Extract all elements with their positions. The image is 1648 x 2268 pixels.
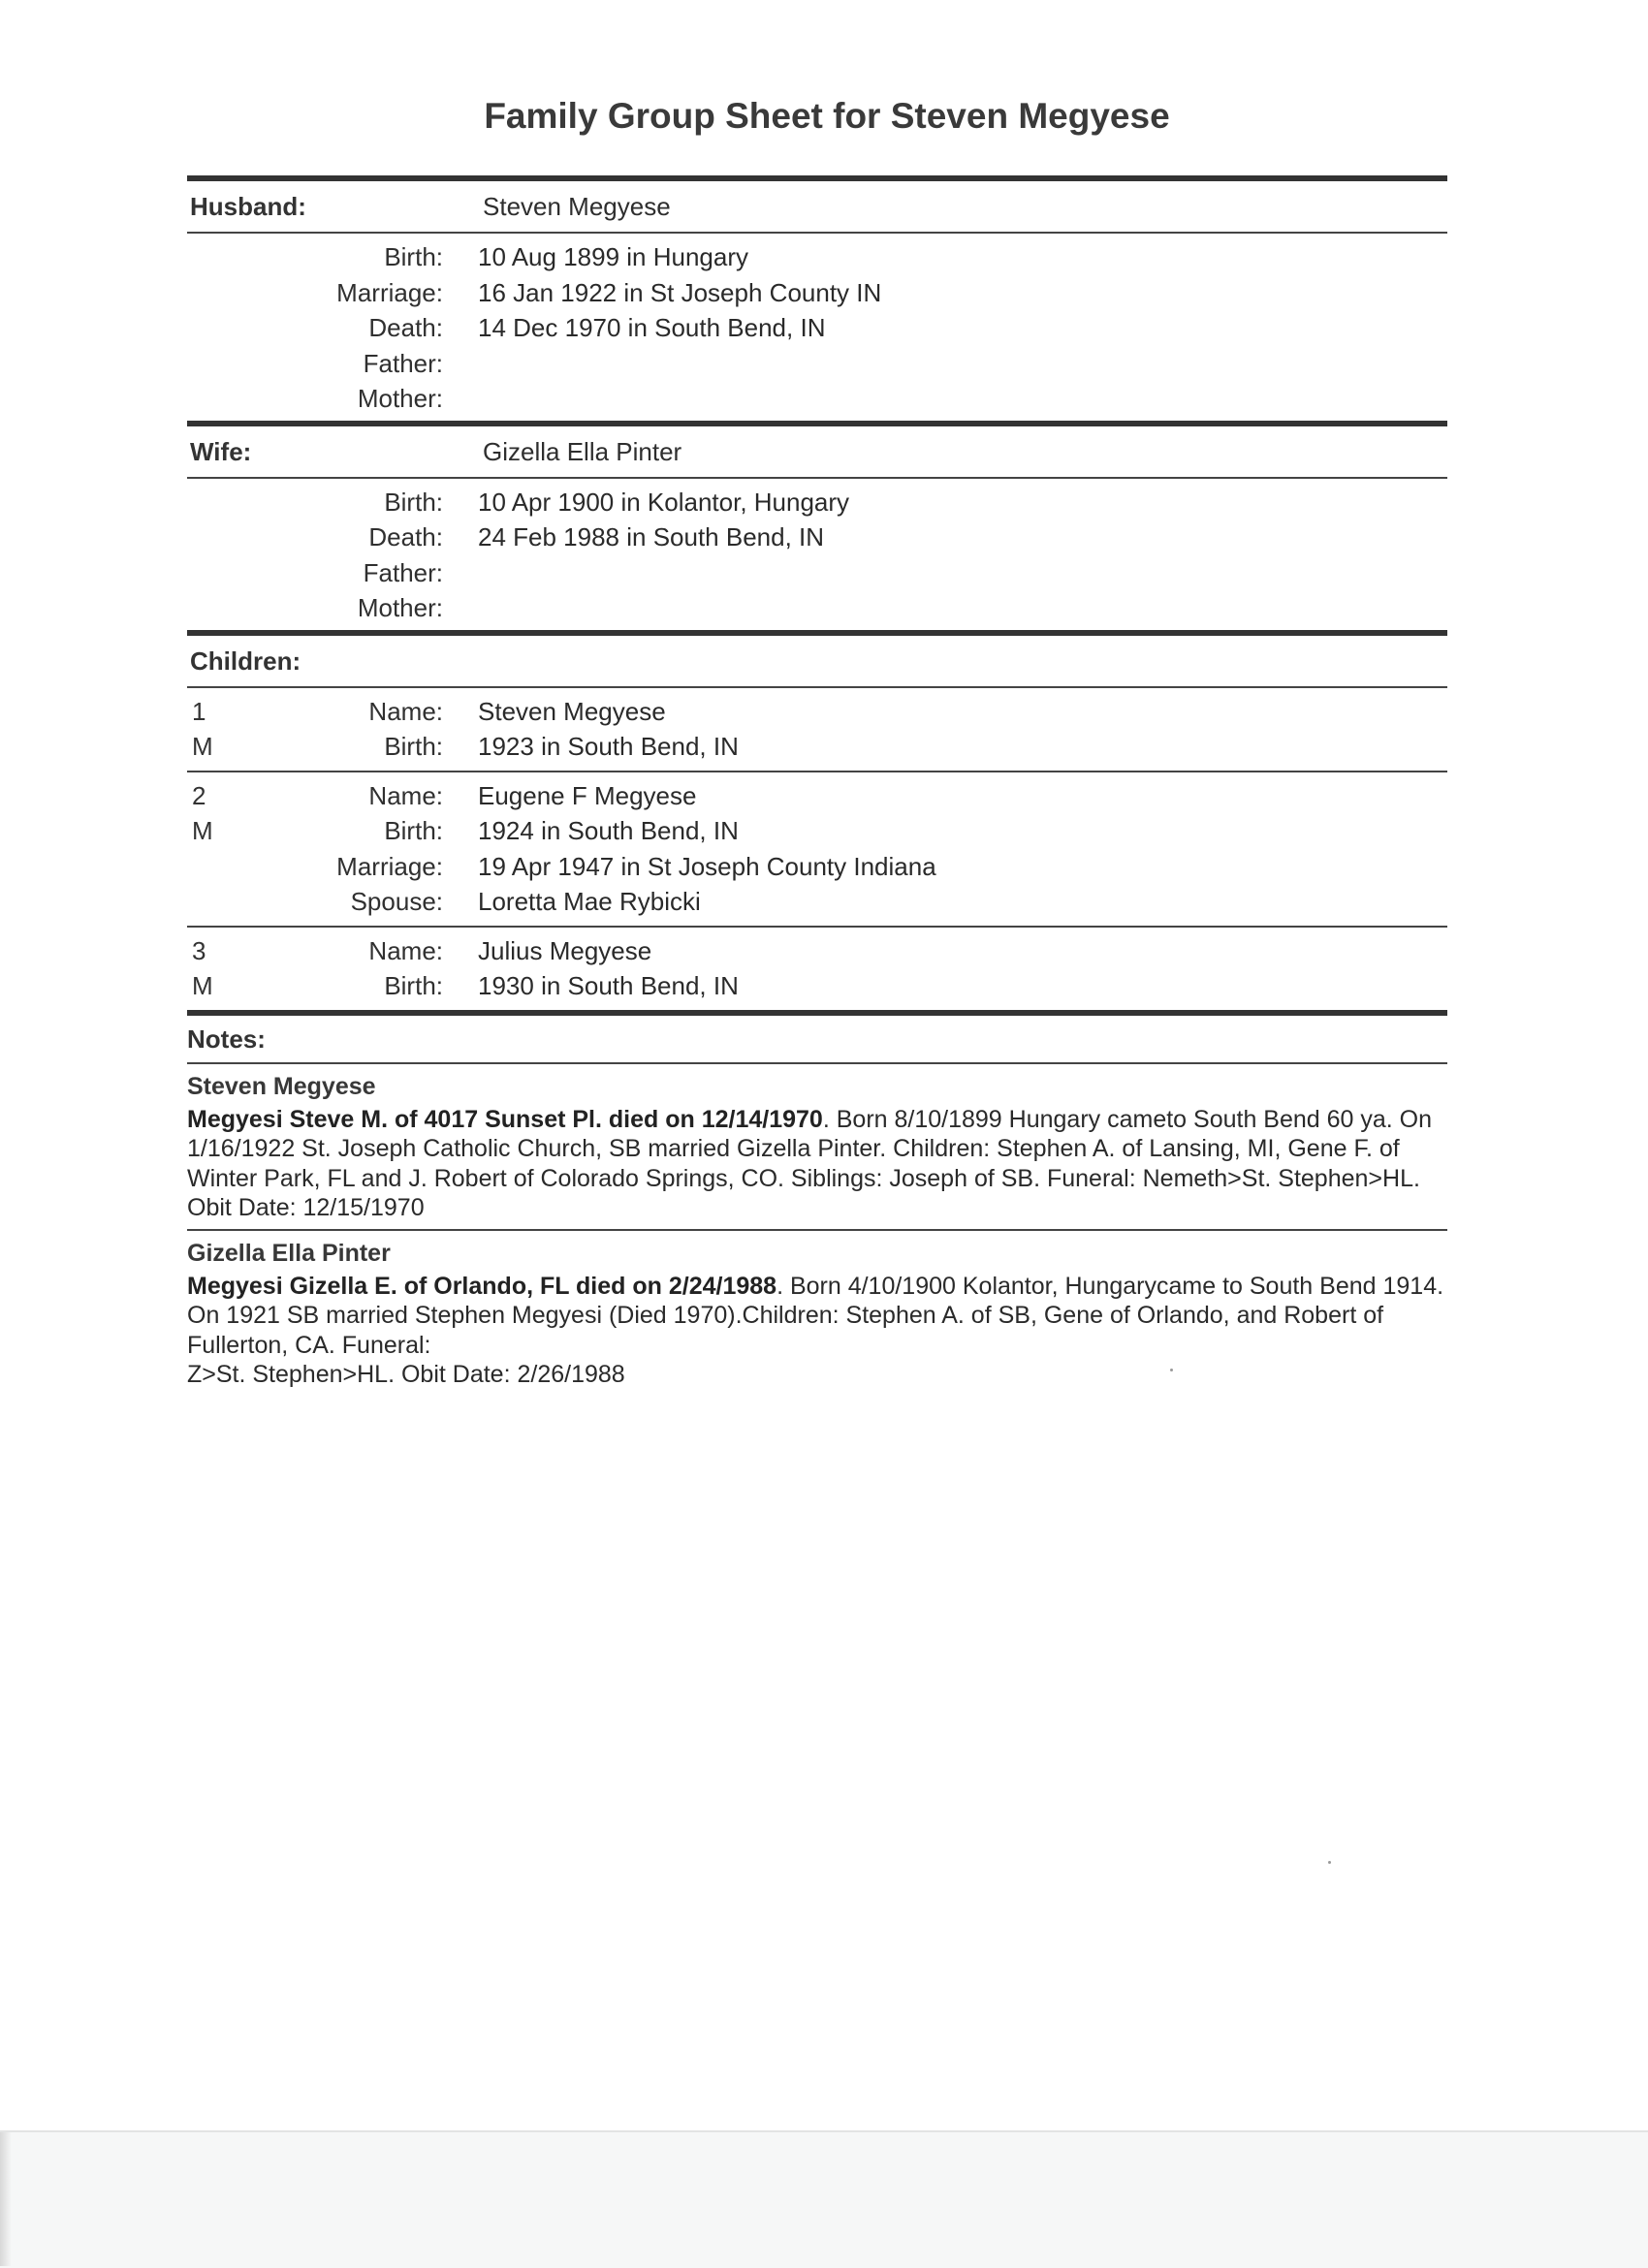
husband-facts bbox=[187, 234, 1447, 421]
husband-birth bbox=[187, 239, 1447, 275]
scan-speck bbox=[1328, 1861, 1331, 1864]
fact-key: Birth: bbox=[384, 242, 443, 271]
child-name-row bbox=[187, 933, 1447, 969]
child-number: 3 bbox=[192, 935, 206, 965]
fact-key: Name: bbox=[368, 780, 443, 810]
page-title: Family Group Sheet for Steven Megyese bbox=[484, 96, 1170, 136]
note-lead: Megyesi Steve M. of 4017 Sunset Pl. died on 12/14/1970 bbox=[187, 1105, 823, 1133]
wife-father bbox=[187, 555, 1447, 591]
fact-key: Father: bbox=[363, 557, 443, 587]
fact-key: Spouse: bbox=[350, 887, 443, 916]
children-label: Children: bbox=[190, 646, 301, 676]
note-entry bbox=[187, 1064, 1447, 1229]
fact-value: 14 Dec 1970 in South Bend, IN bbox=[478, 313, 826, 342]
fact-value: 19 Apr 1947 in St Joseph County Indiana bbox=[478, 851, 936, 881]
fact-key: Birth: bbox=[384, 816, 443, 845]
fact-value: 1924 in South Bend, IN bbox=[478, 816, 739, 845]
fact-value: Steven Megyese bbox=[478, 696, 666, 726]
fact-value: Eugene F Megyese bbox=[478, 780, 697, 810]
wife-name: Gizella Ella Pinter bbox=[483, 436, 682, 466]
child-marriage-row bbox=[187, 849, 1447, 885]
note-body: . Born 4/10/1900 Kolantor, Hungarycame to South Bend 1914. On 1921 SB married Stephen Megyesi (Died 1970).Children: Stephen A. of SB, Gene of Orlando, and Robert of Fullerton, CA. Funeral: bbox=[187, 1272, 1444, 1359]
fact-value: 24 Feb 1988 in South Bend, IN bbox=[478, 522, 825, 551]
fact-value: Julius Megyese bbox=[478, 935, 652, 965]
child-entry bbox=[187, 928, 1447, 1010]
fact-value: 16 Jan 1922 in St Joseph County IN bbox=[478, 277, 882, 307]
child-name-row bbox=[187, 778, 1447, 814]
fact-key: Father: bbox=[363, 348, 443, 378]
scan-speck bbox=[1170, 1369, 1173, 1371]
child-spouse-row bbox=[187, 884, 1447, 920]
note-body-line2: Z>St. Stephen>HL. Obit Date: 2/26/1988 bbox=[187, 1361, 625, 1388]
husband-name: Steven Megyese bbox=[483, 192, 671, 221]
husband-label: Husband: bbox=[190, 192, 306, 221]
fact-key: Marriage: bbox=[336, 277, 443, 307]
note-entry bbox=[187, 1231, 1447, 1396]
husband-marriage bbox=[187, 275, 1447, 311]
fact-key: Death: bbox=[368, 522, 443, 551]
fact-value: 1930 in South Bend, IN bbox=[478, 971, 739, 1000]
fact-key: Birth: bbox=[384, 732, 443, 761]
children-header bbox=[187, 636, 1447, 686]
wife-death bbox=[187, 520, 1447, 555]
fact-value: 10 Aug 1899 in Hungary bbox=[478, 242, 748, 271]
child-name-row bbox=[187, 694, 1447, 730]
husband-father bbox=[187, 346, 1447, 382]
fact-key: Mother: bbox=[357, 384, 443, 413]
wife-birth bbox=[187, 485, 1447, 520]
note-text bbox=[187, 1105, 1447, 1223]
fact-key: Death: bbox=[368, 313, 443, 342]
fact-key: Birth: bbox=[384, 971, 443, 1000]
fact-value: 10 Apr 1900 in Kolantor, Hungary bbox=[478, 487, 850, 517]
wife-label: Wife: bbox=[190, 436, 252, 466]
wife-facts bbox=[187, 479, 1447, 630]
husband-header bbox=[187, 181, 1447, 232]
fact-key: Name: bbox=[368, 696, 443, 726]
child-birth-row bbox=[187, 813, 1447, 849]
note-text bbox=[187, 1272, 1447, 1390]
note-body: . Born 8/10/1899 Hungary cameto South Bend 60 ya. On 1/16/1922 St. Joseph Catholic Church, SB married Gizella Pinter. Children: Stephen A. of Lansing, MI, Gene F. of Winter Park, FL and J. Robert of Colorado Springs, CO. Siblings: Joseph of SB. Funeral: Nemeth>St. Stephen>HL. Obit Date: 12/15/1970 bbox=[187, 1105, 1433, 1221]
fact-key: Marriage: bbox=[336, 851, 443, 881]
fact-value: Loretta Mae Rybicki bbox=[478, 887, 701, 916]
scan-bottom-edge bbox=[0, 2130, 1648, 2268]
wife-mother bbox=[187, 590, 1447, 626]
child-sex: M bbox=[192, 732, 213, 761]
child-number: 1 bbox=[192, 696, 206, 726]
wife-header bbox=[187, 426, 1447, 477]
child-number: 2 bbox=[192, 780, 206, 810]
fact-value: 1923 in South Bend, IN bbox=[478, 732, 739, 761]
child-birth-row bbox=[187, 968, 1447, 1004]
note-lead: Megyesi Gizella E. of Orlando, FL died on 2/24/1988 bbox=[187, 1272, 777, 1300]
fact-key: Mother: bbox=[357, 593, 443, 622]
scan-edge-shadow bbox=[0, 2132, 12, 2266]
child-entry bbox=[187, 688, 1447, 771]
husband-mother bbox=[187, 381, 1447, 417]
family-group-sheet bbox=[187, 92, 1447, 1396]
child-sex: M bbox=[192, 816, 213, 845]
note-person-name: Gizella Ella Pinter bbox=[187, 1239, 391, 1267]
husband-death bbox=[187, 310, 1447, 346]
note-person-name: Steven Megyese bbox=[187, 1072, 376, 1100]
child-sex: M bbox=[192, 971, 213, 1000]
child-entry bbox=[187, 772, 1447, 926]
child-birth-row bbox=[187, 729, 1447, 765]
notes-label: Notes: bbox=[187, 1024, 266, 1054]
fact-key: Birth: bbox=[384, 487, 443, 517]
fact-key: Name: bbox=[368, 935, 443, 965]
